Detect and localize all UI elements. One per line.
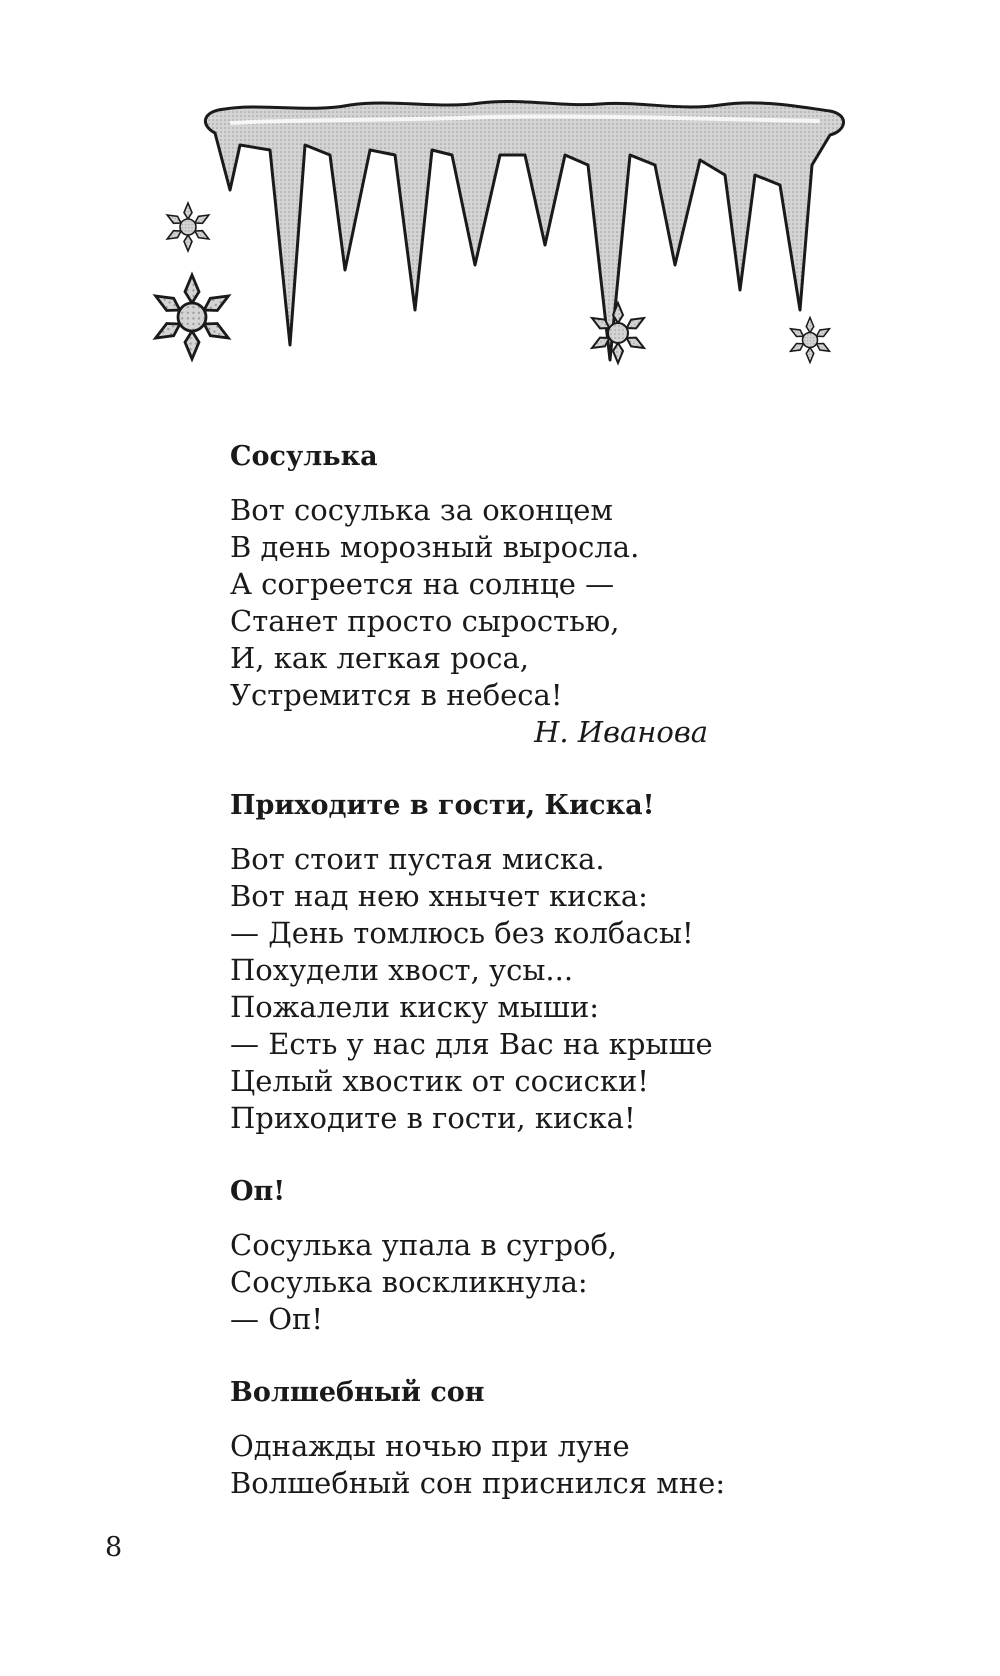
poem-line: — Оп! bbox=[230, 1302, 323, 1336]
poem-line: Станет просто сыростью, bbox=[230, 604, 620, 638]
poem-line: Однажды ночью при луне bbox=[230, 1429, 630, 1463]
poem-line: Устремится в небеса! bbox=[230, 678, 563, 712]
poem-line: И, как легкая роса, bbox=[230, 641, 529, 675]
poem-line: Волшебный сон приснился мне: bbox=[230, 1466, 726, 1500]
poem-kitty bbox=[230, 789, 790, 1137]
poem-line: А согреется на солнце — bbox=[230, 567, 615, 601]
poem-author: Н. Иванова bbox=[534, 715, 708, 749]
poem-line: Пожалели киску мыши: bbox=[230, 990, 600, 1024]
poem-line: В день морозный выросла. bbox=[230, 530, 640, 564]
poem-line: — День томлюсь без колбасы! bbox=[230, 916, 694, 950]
poem-icicle bbox=[230, 440, 790, 751]
poem-line: Похудели хвост, усы... bbox=[230, 953, 574, 987]
snowflake-icon bbox=[789, 318, 832, 363]
poem-title: Сосулька bbox=[230, 441, 378, 472]
page-number: 8 bbox=[105, 1532, 123, 1563]
poem-line: Вот стоит пустая миска. bbox=[230, 842, 605, 876]
snowflake-icon bbox=[152, 275, 232, 359]
snowflake-icon bbox=[590, 303, 647, 363]
poem-op bbox=[230, 1175, 790, 1338]
poem-line: — Есть у нас для Вас на крыше bbox=[230, 1027, 713, 1061]
snowflake-icon bbox=[165, 203, 211, 251]
poem-magic-dream bbox=[230, 1376, 790, 1502]
poem-title: Оп! bbox=[230, 1176, 286, 1207]
poem-line: Вот над нею хнычет киска: bbox=[230, 879, 648, 913]
poem-line: Вот сосулька за оконцем bbox=[230, 493, 613, 527]
poems-column bbox=[230, 440, 790, 1540]
poem-title: Приходите в гости, Киска! bbox=[230, 790, 655, 821]
poem-title: Волшебный сон bbox=[230, 1377, 485, 1408]
poem-line: Приходите в гости, киска! bbox=[230, 1101, 636, 1135]
icicles-illustration bbox=[140, 95, 860, 385]
poem-line: Сосулька упала в сугроб, bbox=[230, 1228, 618, 1262]
poem-line: Целый хвостик от сосиски! bbox=[230, 1064, 649, 1098]
icicles-shape bbox=[205, 101, 843, 360]
poem-line: Сосулька воскликнула: bbox=[230, 1265, 588, 1299]
